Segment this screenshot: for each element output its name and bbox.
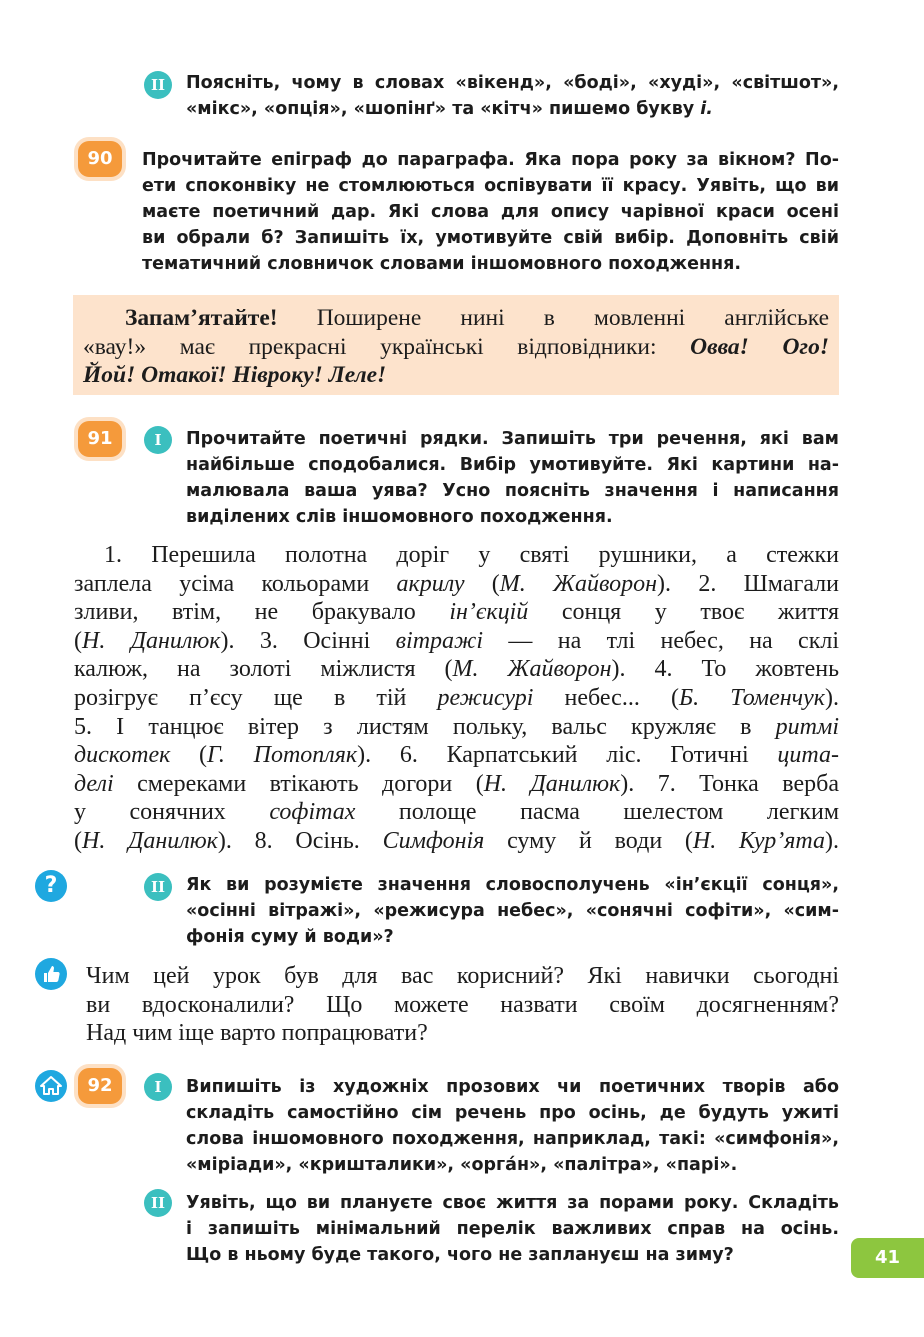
- task-line: ви обрали б? Запишіть їх, умотивуйте свій вибір. Доповніть свій: [142, 228, 839, 248]
- reflection-line: ви вдосконалили? Що можете назвати своїм досягненням?: [86, 991, 839, 1018]
- task-line: «мікс», «опція», «шопінґ» та «кітч» пишемо букву: [186, 99, 701, 119]
- task-89-ii-text: [186, 70, 839, 122]
- level-i-badge: I: [144, 426, 172, 454]
- remember-interjections: Овва! Ого!: [690, 333, 829, 360]
- task-line: Прочитайте поетичні рядки. Запишіть три речення, які вам: [186, 429, 839, 449]
- level-i-badge: I: [144, 1073, 172, 1101]
- poem-line: калюж, на золоті міжлистя (М. Жайворон). 4. То жовтень: [74, 656, 840, 683]
- remember-text: [73, 304, 829, 390]
- reflection-text: [86, 962, 839, 1048]
- task-line: «осінні вітражі», «режисура небес», «сонячні софіти», «сим-: [186, 901, 839, 921]
- poem-line: заплела усіма кольорами акрилу (М. Жайворон). 2. Шмагали: [74, 570, 840, 597]
- poem-line: (Н. Данилюк). 8. Осінь. Симфонія суму й води (Н. Кур’ята).: [74, 827, 840, 854]
- level-ii-badge: II: [144, 873, 172, 901]
- remember-line: «вау!» має прекрасні українські відповідники:: [83, 333, 691, 360]
- task-line: Прочитайте епіграф до параграфа. Яка пора року за вікном? По-: [142, 150, 839, 170]
- task-91-text: [186, 426, 839, 530]
- question-icon: ?: [35, 870, 67, 902]
- task-line: фонія суму й води»?: [186, 927, 394, 947]
- poem-line: зливи, втім, не бракувало ін’єкцій сонця у твоє життя: [74, 599, 839, 626]
- poem-line: 1. Перешила полотна доріг у святі рушники, а стежки: [104, 542, 839, 568]
- question-text: [186, 872, 839, 950]
- task-line: Випишіть із художніх прозових чи поетичних творів або: [186, 1077, 839, 1097]
- task-line: малювала ваша уява? Усно поясніть значення і написання: [186, 481, 839, 501]
- home-icon: [35, 1070, 67, 1102]
- remember-box: [73, 295, 839, 395]
- poem-line: розігрує п’єсу ще в тій режисурі небес... (Б. Томенчук).: [74, 684, 839, 711]
- thumbs-up-icon: [35, 958, 67, 990]
- task-90-text: [142, 147, 839, 277]
- task-92-ii-text: [186, 1190, 839, 1268]
- task-line: «міріади», «кришталики», «орга́н», «палітра», «парі».: [186, 1155, 738, 1175]
- remember-heading: Запам’ятайте!: [125, 305, 278, 331]
- level-ii-badge: II: [144, 71, 172, 99]
- page-number: 41: [851, 1238, 924, 1278]
- poem-text: [74, 541, 839, 856]
- task-number-90: 90: [78, 141, 122, 177]
- italic-letter: і.: [700, 99, 713, 119]
- task-line: маєте поетичний дар. Які слова для опису чарівної краси осені: [142, 202, 839, 222]
- poem-line: у сонячних софітах полоще пасма шелестом легким: [74, 799, 840, 826]
- remember-line: Поширене нині в мовленні англійське: [277, 305, 829, 331]
- task-line: складіть самостійно сім речень про осінь, де будуть ужиті: [186, 1103, 839, 1123]
- reflection-line: Чим цей урок був для вас корисний? Які навички сьогодні: [86, 963, 839, 989]
- reflection-line: Над чим іще варто попрацювати?: [86, 1020, 428, 1047]
- task-line: Уявіть, що ви плануєте своє життя за порами року. Складіть: [186, 1193, 839, 1213]
- task-line: ети споконвіку не стомлюються оспівувати її красу. Уявіть, що ви: [142, 176, 839, 196]
- poem-line: (Н. Данилюк). 3. Осінні вітражі — на тлі небес, на склі: [74, 627, 840, 654]
- level-ii-badge: II: [144, 1189, 172, 1217]
- task-line: і запишіть мінімальний перелік важливих справ на осінь.: [186, 1219, 839, 1239]
- task-line: тематичний словничок словами іншомовного походження.: [142, 254, 742, 274]
- remember-interjections: Йой! Отакої! Нівроку! Леле!: [83, 362, 387, 389]
- poem-line: дискотек (Г. Потопляк). 6. Карпатський ліс. Готичні цита-: [74, 742, 839, 769]
- task-line: Поясніть, чому в словах «вікенд», «боді», «худі», «світшот»,: [186, 73, 839, 93]
- task-line: Як ви розумієте значення словосполучень «ін’єкції сонця»,: [186, 875, 839, 895]
- poem-line: 5. І танцює вітер з листям польку, вальс кружляє в ритмі: [74, 713, 839, 740]
- task-92-i-text: [186, 1074, 839, 1178]
- task-number-92: 92: [78, 1068, 122, 1104]
- task-line: Що в ньому буде такого, чого не заплануєш на зиму?: [186, 1245, 734, 1265]
- task-line: найбільше сподобалися. Вибір умотивуйте. Які картини на-: [186, 455, 839, 475]
- task-number-91: 91: [78, 421, 122, 457]
- task-line: виділених слів іншомовного походження.: [186, 507, 613, 527]
- task-line: слова іншомовного походження, наприклад, такі: «симфонія»,: [186, 1129, 839, 1149]
- poem-line: делі смереками втікають догори (Н. Данилюк). 7. Тонка верба: [74, 770, 839, 797]
